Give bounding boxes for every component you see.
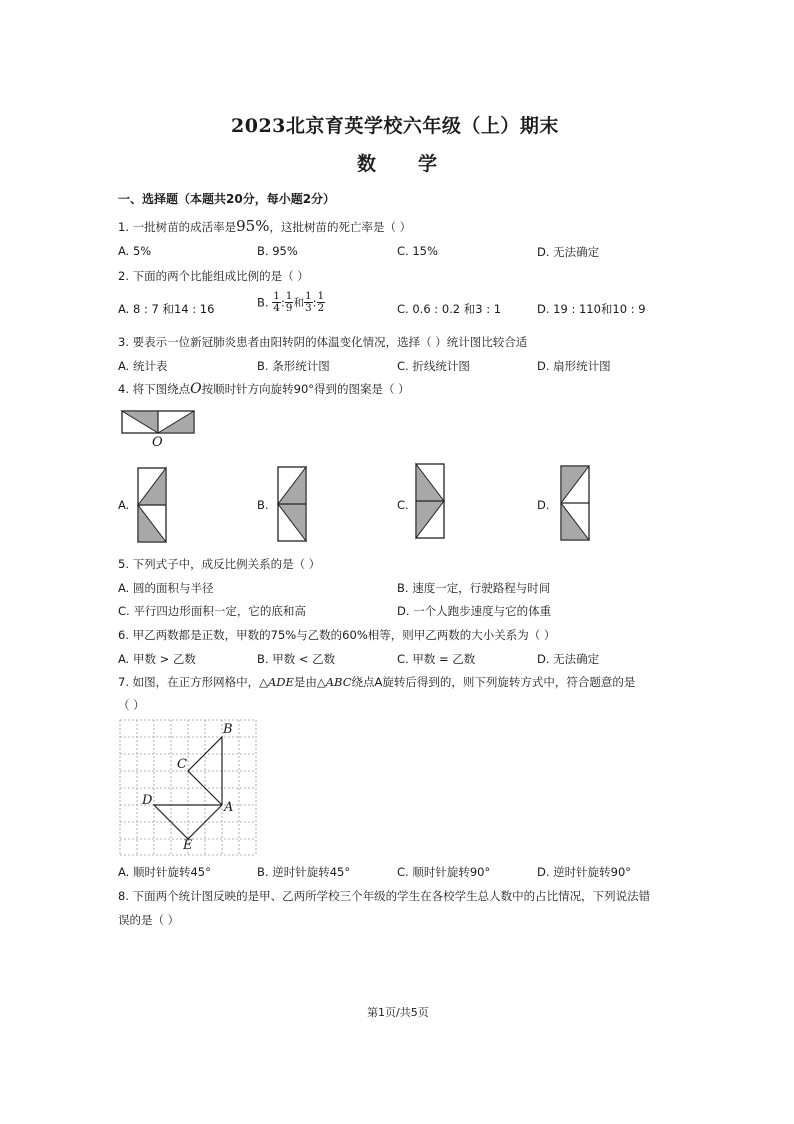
q7-label-a: A: [224, 800, 234, 815]
question-8-cont: 误的是（ ）: [118, 913, 180, 927]
q2-frac-1: $\frac{1}{4}$: [273, 290, 280, 314]
q4-option-d-figure: [560, 465, 592, 543]
q7-label-b: B: [223, 722, 233, 737]
q2-frac-2: $\frac{1}{9}$: [285, 290, 293, 314]
question-8: 8. 下面两个统计图反映的是甲、乙两所学校三个年级的学生在各校学生总人数中的占比情况，下列说法错: [118, 889, 651, 903]
q4-option-b: B.: [257, 498, 269, 512]
q7-stem-start: 7. 如图，在正方形网格中，: [118, 675, 260, 689]
q4-point-o-label: O: [152, 435, 163, 450]
question-6: 6. 甲乙两数都是正数，甲数的75%与乙数的60%相等，则甲乙两数的大小关系为（ ）: [118, 628, 556, 642]
q1-option-a: A. 5%: [118, 244, 152, 258]
q2-b-prefix: B.: [257, 295, 269, 310]
subject-title: 数学: [357, 153, 480, 175]
page-title: 2023北京育英学校六年级（上）期末: [231, 115, 559, 137]
q7-label-d: D: [142, 793, 153, 808]
q4-option-b-figure: [277, 466, 309, 544]
q2-frac-3: $\frac{1}{3}$: [304, 290, 312, 314]
q1-option-d: D. 无法确定: [537, 245, 600, 259]
q6-option-a: A. 甲数 > 乙数: [118, 652, 196, 666]
q7-triangle-abc: △ABC: [316, 675, 352, 689]
q7-label-e: E: [183, 838, 193, 853]
q4-option-d: D.: [537, 498, 550, 512]
q2-option-b: B. $\frac{1}{4}$ : $\frac{1}{9}$ 和 $\frac{1}{3}$ : $\frac{1}{2}$: [257, 290, 325, 314]
q7-stem-mid: 是由: [293, 675, 317, 689]
q4-stem-end: 按顺时针方向旋转90°得到的图案是（ ）: [201, 382, 410, 396]
q7-stem-end: 绕点A旋转后得到的，则下列旋转方式中，符合题意的是: [351, 675, 636, 689]
q7-grid-figure: [118, 718, 262, 858]
q2-option-d: D. 19 : 110和10 : 9: [537, 302, 646, 316]
q7-option-a: A. 顺时针旋转45°: [118, 865, 211, 879]
q5-option-b: B. 速度一定，行驶路程与时间: [397, 581, 551, 595]
q4-option-a: A.: [118, 498, 130, 512]
section-heading: 一、选择题（本题共20分，每小题2分）: [118, 192, 336, 206]
q1-option-b: B. 95%: [257, 244, 298, 258]
q7-grid: [120, 720, 256, 855]
q3-option-a: A. 统计表: [118, 359, 168, 373]
q5-option-d: D. 一个人跑步速度与它的体重: [397, 604, 552, 618]
q7-option-c: C. 顺时针旋转90°: [397, 865, 491, 879]
q6-option-c: C. 甲数 = 乙数: [397, 652, 476, 666]
q7-triangle-ade: △ADE: [259, 675, 294, 689]
q1-percent: 95%: [236, 217, 270, 235]
q1-stem-start: 1. 一批树苗的成活率是: [118, 220, 237, 234]
question-3: 3. 要表示一位新冠肺炎患者由阳转阴的体温变化情况，选择（ ）统计图比较合适: [118, 335, 528, 349]
q3-option-c: C. 折线统计图: [397, 359, 470, 373]
q7-label-c: C: [177, 757, 187, 772]
q3-option-b: B. 条形统计图: [257, 359, 330, 373]
question-5: 5. 下列式子中，成反比例关系的是（ ）: [118, 557, 321, 571]
q2-option-a: A. 8 : 7 和14 : 16: [118, 302, 215, 316]
question-7: [118, 674, 635, 690]
q4-option-c: C.: [397, 498, 409, 512]
q6-option-b: B. 甲数 < 乙数: [257, 652, 336, 666]
q7-option-d: D. 逆时针旋转90°: [537, 865, 632, 879]
q4-source-figure: [121, 410, 197, 436]
q2-option-c: C. 0.6 : 0.2 和3 : 1: [397, 302, 502, 316]
q4-option-a-figure: [137, 467, 169, 545]
q7-option-b: B. 逆时针旋转45°: [257, 865, 351, 879]
q4-point-o: O: [190, 381, 202, 397]
question-4: [118, 381, 410, 397]
q1-stem-end: ，这批树苗的死亡率是（ ）: [269, 220, 412, 234]
q4-option-c-figure: [415, 463, 447, 541]
q7-paren: （ ）: [118, 698, 145, 712]
page-number: 第1页/共5页: [367, 1006, 429, 1019]
q5-option-a: A. 圆的面积与半径: [118, 581, 214, 595]
question-2: 2. 下面的两个比能组成比例的是（ ）: [118, 269, 309, 283]
q6-option-d: D. 无法确定: [537, 652, 600, 666]
q5-option-c: C. 平行四边形面积一定，它的底和高: [118, 604, 306, 618]
q3-option-d: D. 扇形统计图: [537, 359, 611, 373]
q4-stem-start: 4. 将下图绕点: [118, 382, 191, 396]
q2-frac-4: $\frac{1}{2}$: [317, 290, 325, 314]
question-1: [118, 217, 411, 235]
q1-option-c: C. 15%: [397, 244, 438, 258]
